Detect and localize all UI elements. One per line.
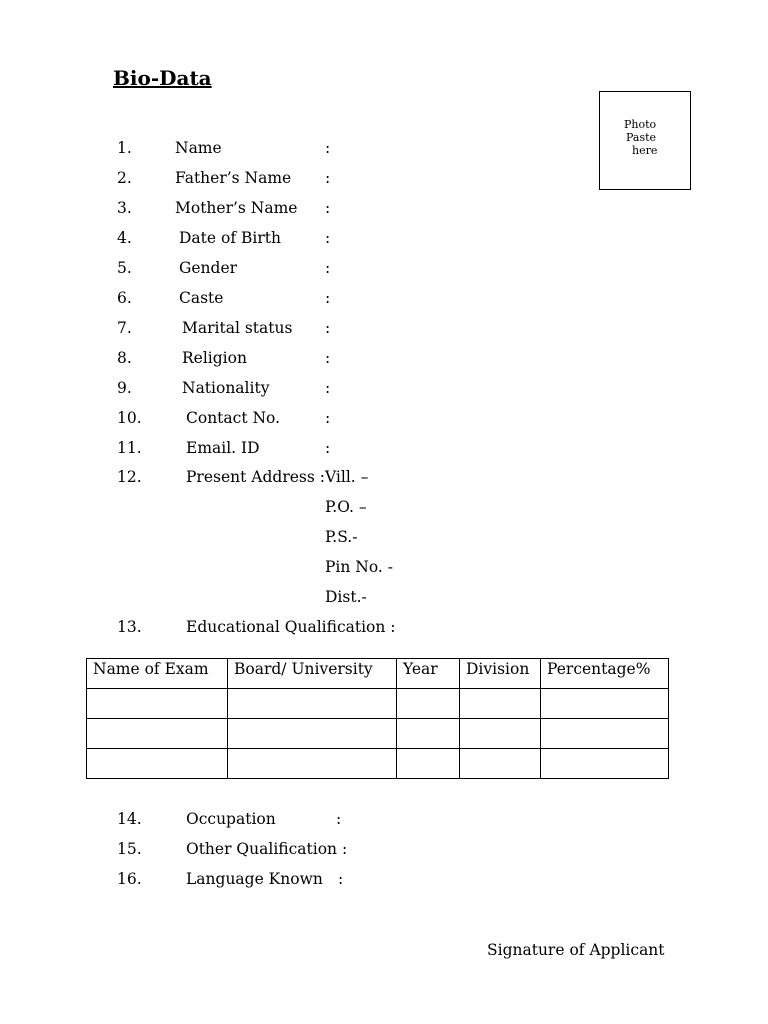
address-line-vill: Vill. – — [325, 468, 369, 486]
field-label: Date of Birth — [179, 229, 281, 247]
field-label: Educational Qualification : — [186, 618, 396, 636]
table-header-row — [87, 659, 669, 689]
table-cell[interactable] — [397, 749, 460, 779]
field-number: 4. — [117, 229, 132, 247]
address-line-dist: Dist.- — [325, 588, 367, 606]
table-cell[interactable] — [87, 749, 228, 779]
field-colon: : — [325, 349, 331, 367]
field-colon: : — [325, 199, 331, 217]
table-cell[interactable] — [460, 719, 541, 749]
photo-label-line1: Photo — [624, 118, 657, 131]
field-label: Present Address : — [186, 468, 325, 486]
table-cell[interactable] — [228, 689, 397, 719]
table-header-cell: Percentage% — [541, 659, 669, 689]
table-cell[interactable] — [460, 689, 541, 719]
address-line-ps: P.S.- — [325, 528, 358, 546]
field-label: Nationality — [182, 379, 270, 397]
table-header-cell: Year — [397, 659, 460, 689]
field-number: 14. — [117, 810, 142, 828]
field-number: 2. — [117, 169, 132, 187]
photo-label-line3: here — [632, 144, 658, 157]
field-number: 1. — [117, 139, 132, 157]
education-table — [86, 658, 669, 779]
field-label: Caste — [179, 289, 224, 307]
field-number: 10. — [117, 409, 142, 427]
photo-placeholder[interactable] — [599, 91, 691, 190]
field-number: 11. — [117, 439, 142, 457]
table-cell[interactable] — [228, 749, 397, 779]
field-colon: : — [338, 870, 344, 888]
field-colon: : — [325, 139, 331, 157]
field-colon: : — [325, 379, 331, 397]
table-cell[interactable] — [541, 749, 669, 779]
field-colon: : — [325, 229, 331, 247]
field-number: 13. — [117, 618, 142, 636]
field-label: Gender — [179, 259, 238, 277]
field-number: 5. — [117, 259, 132, 277]
table-cell[interactable] — [87, 719, 228, 749]
field-label: Language Known — [186, 870, 323, 888]
field-colon: : — [325, 259, 331, 277]
table-cell[interactable] — [541, 689, 669, 719]
field-colon: : — [325, 439, 331, 457]
field-label: Email. ID — [186, 439, 260, 457]
field-number: 16. — [117, 870, 142, 888]
field-number: 12. — [117, 468, 142, 486]
field-number: 6. — [117, 289, 132, 307]
table-cell[interactable] — [228, 719, 397, 749]
table-row — [87, 749, 669, 779]
field-label: Father’s Name — [175, 169, 292, 187]
table-row — [87, 689, 669, 719]
field-number: 9. — [117, 379, 132, 397]
field-label: Name — [175, 139, 222, 157]
address-line-po: P.O. – — [325, 498, 367, 516]
table-cell[interactable] — [87, 689, 228, 719]
field-label: Marital status — [182, 319, 293, 337]
field-colon: : — [325, 289, 331, 307]
field-colon: : — [325, 169, 331, 187]
field-number: 3. — [117, 199, 132, 217]
field-label: Occupation — [186, 810, 276, 828]
field-label: Mother’s Name — [175, 199, 298, 217]
field-label: Religion — [182, 349, 247, 367]
field-number: 7. — [117, 319, 132, 337]
signature-label: Signature of Applicant — [487, 941, 665, 959]
table-cell[interactable] — [460, 749, 541, 779]
field-colon: : — [325, 409, 331, 427]
field-colon: : — [336, 810, 342, 828]
field-number: 8. — [117, 349, 132, 367]
page-title: Bio-Data — [113, 66, 212, 90]
address-line-pin: Pin No. - — [325, 558, 394, 576]
field-number: 15. — [117, 840, 142, 858]
table-header-cell: Division — [460, 659, 541, 689]
table-header-cell: Board/ University — [228, 659, 397, 689]
field-label: Other Qualification : — [186, 840, 348, 858]
field-label: Contact No. — [186, 409, 281, 427]
table-cell[interactable] — [541, 719, 669, 749]
photo-label-line2: Paste — [626, 131, 657, 144]
field-colon: : — [325, 319, 331, 337]
table-row — [87, 719, 669, 749]
table-cell[interactable] — [397, 719, 460, 749]
table-header-cell: Name of Exam — [87, 659, 228, 689]
table-cell[interactable] — [397, 689, 460, 719]
